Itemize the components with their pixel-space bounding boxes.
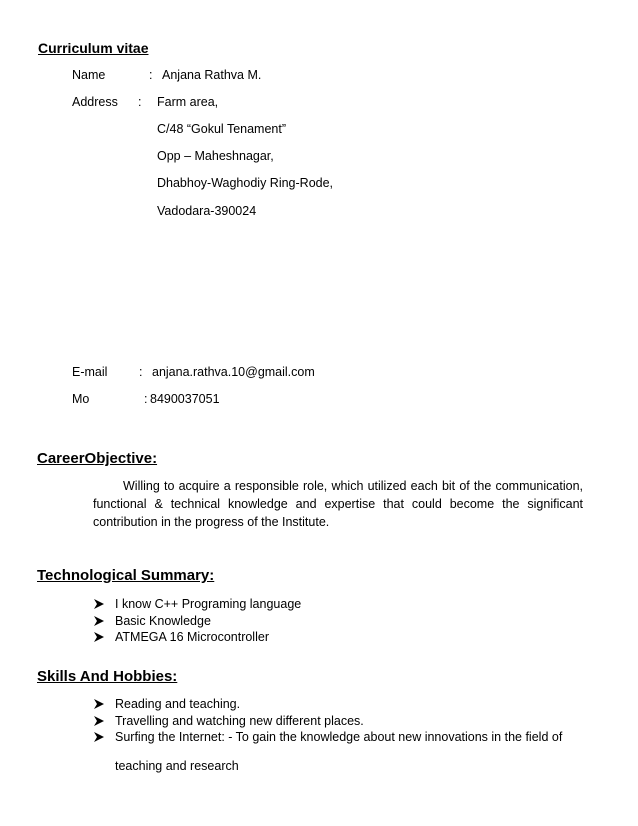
email-value: anjana.rathva.10@gmail.com <box>152 365 315 379</box>
arrow-bullet-icon <box>93 715 105 727</box>
list-item <box>93 713 562 730</box>
arrow-bullet-icon <box>93 698 105 710</box>
email-separator: : <box>139 365 143 379</box>
list-item <box>93 696 562 713</box>
paragraph-line: functional & technical knowledge and expertise that could become the significant <box>93 497 583 511</box>
name-label: Name <box>72 68 106 82</box>
address-line: Vadodara-390024 <box>157 204 257 218</box>
email-label: E-mail <box>72 365 108 379</box>
address-line: C/48 “Gokul Tenament” <box>157 122 286 136</box>
mobile-value: 8490037051 <box>150 392 220 406</box>
technological-summary-list <box>93 596 301 646</box>
list-item-text: I know C++ Programing language <box>115 597 302 611</box>
list-item-text: Travelling and watching new different places. <box>115 713 364 728</box>
address-label: Address <box>72 95 118 109</box>
technological-summary-heading: Technological Summary: <box>37 567 215 584</box>
address-line: Farm area, <box>157 95 219 109</box>
list-item <box>93 596 301 613</box>
list-item <box>93 629 301 646</box>
skills-hobbies-heading: Skills And Hobbies: <box>37 668 178 685</box>
list-item <box>93 613 301 630</box>
address-line: Dhabhoy-Waghodiy Ring-Rode, <box>157 176 334 190</box>
list-item-text: Basic Knowledge <box>115 613 211 628</box>
list-item-continuation: teaching and research <box>115 759 239 773</box>
arrow-bullet-icon <box>93 615 105 627</box>
list-item-text: Surfing the Internet: - To gain the knowledge about new innovations in the field of <box>115 730 563 744</box>
document-title: Curriculum vitae <box>38 40 149 56</box>
name-value: Anjana Rathva M. <box>162 68 262 82</box>
list-item-text: Reading and teaching. <box>115 697 241 711</box>
mobile-label: Mo <box>72 392 90 406</box>
arrow-bullet-icon <box>93 631 105 643</box>
list-item <box>93 729 562 746</box>
list-item-text: ATMEGA 16 Microcontroller <box>115 630 269 644</box>
name-separator: : <box>149 68 153 82</box>
arrow-bullet-icon <box>93 731 105 743</box>
address-line: Opp – Maheshnagar, <box>157 149 274 163</box>
address-separator: : <box>138 95 142 109</box>
career-objective-paragraph <box>93 477 583 531</box>
arrow-bullet-icon <box>93 598 105 610</box>
paragraph-line: contribution in the progress of the Institute. <box>93 515 330 529</box>
mobile-separator: : <box>144 392 148 406</box>
career-objective-heading: CareerObjective: <box>37 450 158 467</box>
paragraph-line: Willing to acquire a responsible role, which utilized each bit of the communication, <box>123 479 583 493</box>
skills-hobbies-list <box>93 696 562 746</box>
